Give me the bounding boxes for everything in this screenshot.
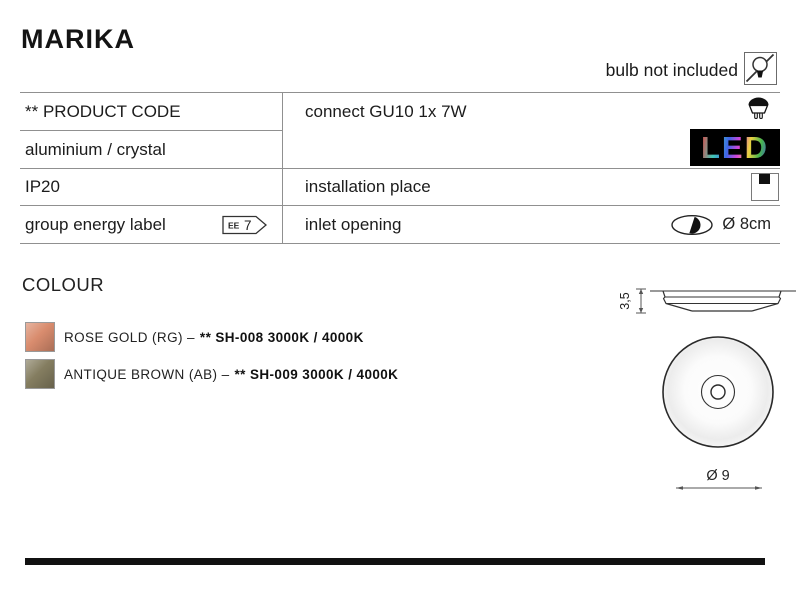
technical-drawing: [600, 270, 800, 500]
diameter-dimension-value: Ø 9: [706, 468, 730, 484]
rose-gold-code: ** SH-008 3000K / 4000K: [199, 329, 364, 345]
installation-place-label: installation place: [305, 177, 431, 196]
energy-label-text: group energy label: [25, 214, 166, 234]
inlet-hole-icon: [670, 214, 714, 236]
inlet-opening-label: inlet opening: [305, 214, 402, 234]
product-code-label: ** PRODUCT CODE: [25, 101, 181, 121]
rose-gold-swatch: [25, 322, 55, 352]
crossed-bulb-glyph: [745, 53, 775, 83]
energy-class-badge: [222, 215, 268, 235]
energy-badge-class: 7: [244, 217, 252, 233]
spec-table: [20, 92, 780, 244]
led-logo: [690, 129, 780, 166]
connect-label: connect GU10 1x 7W: [305, 102, 467, 121]
side-view: [650, 291, 796, 311]
colour-option-antique-brown: [25, 359, 398, 389]
inlet-diameter-value: Ø 8cm: [722, 215, 771, 233]
colour-section-heading: COLOUR: [22, 274, 105, 295]
antique-brown-swatch: [25, 359, 55, 389]
spec-cell-connect: [283, 93, 780, 169]
page-title: MARIKA: [21, 24, 135, 54]
height-dimension-value: 3,5: [618, 292, 632, 310]
height-dimension: [618, 289, 646, 313]
spec-row-material: [20, 131, 283, 169]
antique-brown-code: ** SH-009 3000K / 4000K: [234, 366, 399, 382]
ip-rating-label: IP20: [25, 177, 60, 196]
rose-gold-label: ROSE GOLD (RG) –: [64, 329, 195, 345]
top-view: [663, 337, 773, 447]
spec-row-ip: [20, 169, 283, 206]
energy-badge-ee: EE: [228, 220, 240, 230]
material-label: aluminium / crystal: [25, 139, 166, 159]
gu10-bulb-icon: [746, 97, 771, 129]
spec-cell-installation: [283, 169, 780, 206]
diameter-dimension: [676, 468, 762, 490]
colour-option-rose-gold: [25, 322, 364, 352]
bulb-not-included-icon: [744, 52, 777, 85]
antique-brown-label: ANTIQUE BROWN (AB) –: [64, 366, 230, 382]
spec-row-energy-label: [20, 206, 283, 243]
spec-row-product-code: [20, 93, 283, 131]
bulb-not-included-label: bulb not included: [605, 60, 738, 80]
footer-bar: [25, 558, 765, 565]
recessed-installation-icon: [751, 173, 779, 201]
led-logo-text: LED: [701, 130, 769, 165]
spec-cell-inlet: [283, 206, 780, 243]
inlet-dimension-group: [670, 206, 771, 243]
